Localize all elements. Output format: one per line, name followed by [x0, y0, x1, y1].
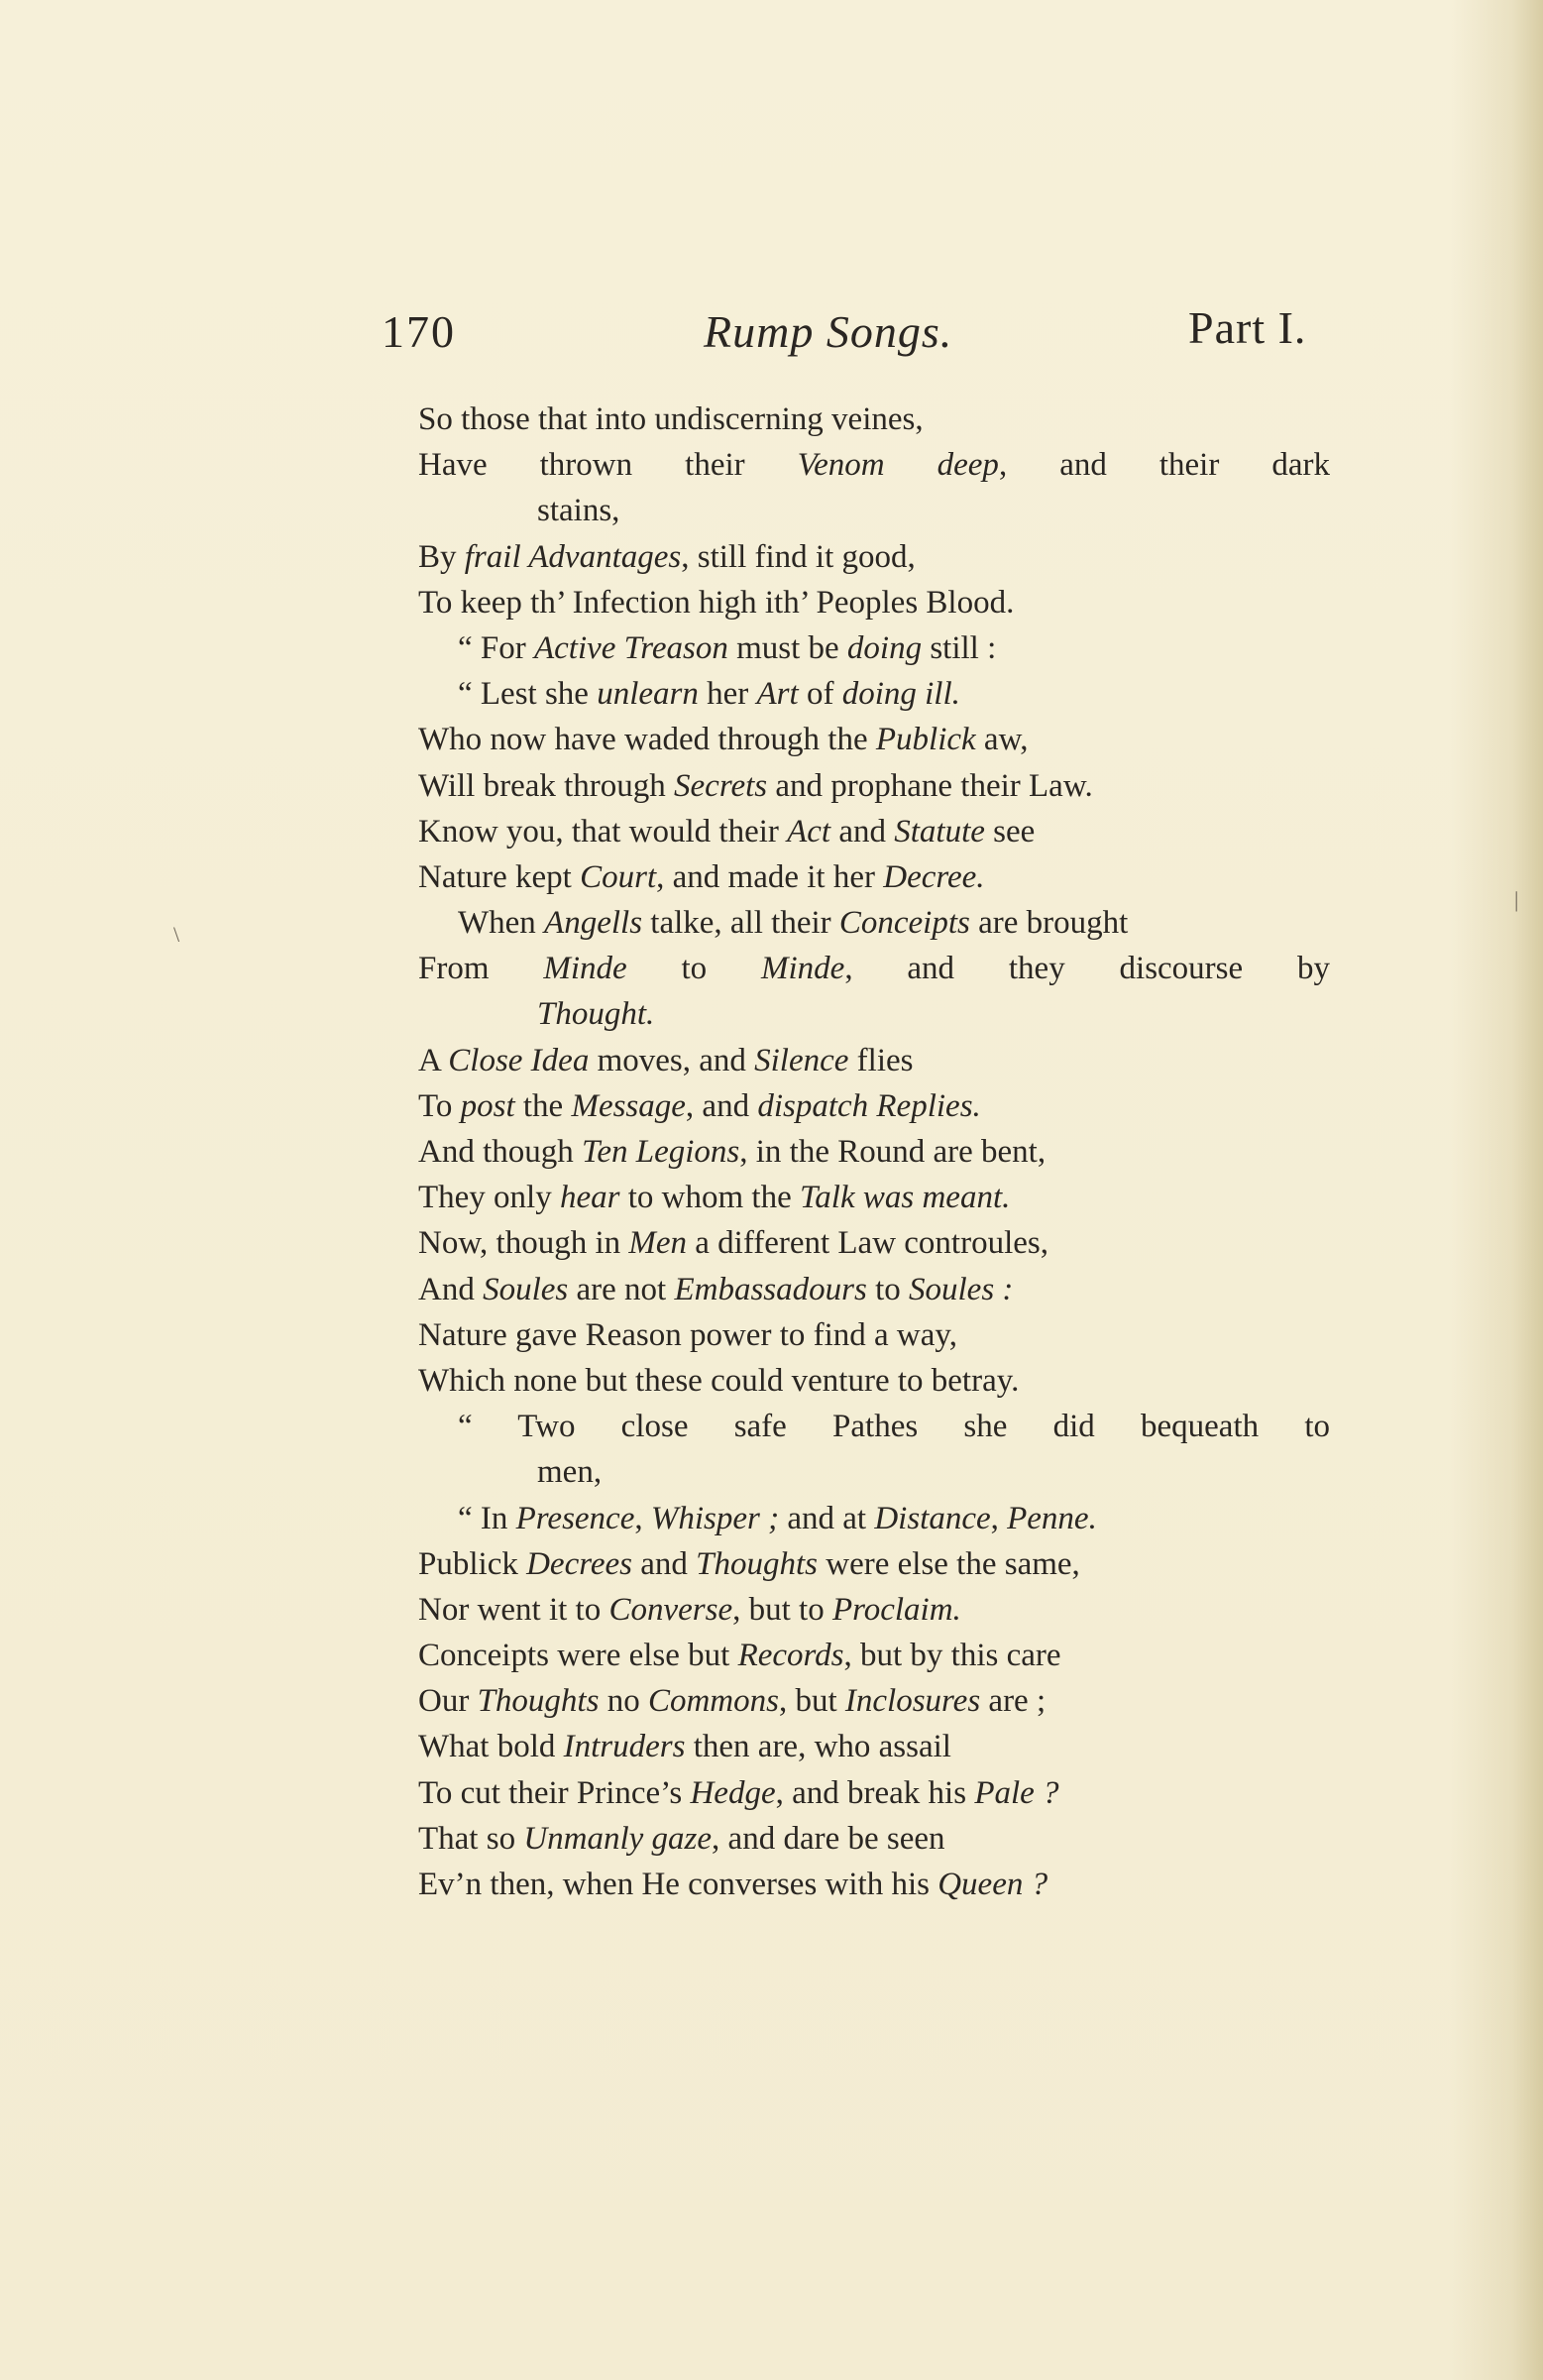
poem-line — [418, 1633, 1330, 1678]
italic-text: dispatch Replies. — [757, 1087, 981, 1124]
text-segment: A — [418, 1042, 449, 1078]
poem-line — [418, 1862, 1330, 1907]
italic-text: Active Treason — [534, 629, 728, 666]
text-segment: and prophane their Law. — [767, 767, 1093, 804]
italic-text: Unmanly gaze — [523, 1820, 713, 1857]
poem-line — [418, 580, 1330, 625]
italic-text: Thoughts — [477, 1683, 600, 1720]
text-segment: no — [599, 1683, 648, 1720]
poem-line — [418, 854, 1330, 900]
poem-line — [418, 1587, 1330, 1633]
text-segment: men, — [537, 1454, 603, 1491]
poem-line — [418, 625, 1330, 671]
text-segment: “ Lest she — [458, 676, 598, 713]
margin-mark-right: | — [1514, 887, 1519, 912]
poem-line — [418, 1083, 1330, 1129]
poem-line — [418, 488, 1330, 533]
text-segment: and at — [779, 1500, 875, 1536]
text-segment: , but by this care — [843, 1638, 1061, 1674]
text-segment: , but to — [732, 1591, 832, 1628]
text-segment: Will break through — [418, 767, 675, 804]
text-segment: her — [698, 676, 757, 713]
text-segment: then are, who assail — [685, 1729, 951, 1765]
italic-text: Venom deep — [797, 447, 999, 484]
poem-line — [418, 1038, 1330, 1083]
text-segment: , and break his — [775, 1774, 975, 1811]
text-segment: , but — [778, 1683, 845, 1720]
text-segment: the — [514, 1087, 572, 1124]
italic-text: Intruders — [563, 1729, 686, 1765]
text-segment: Nature kept — [418, 858, 581, 895]
italic-text: Message — [571, 1087, 686, 1124]
italic-text: Art — [756, 676, 799, 713]
poem-line — [418, 1449, 1330, 1495]
text-segment: still : — [922, 629, 997, 666]
text-segment: , and their dark — [998, 447, 1330, 484]
italic-text: unlearn — [597, 676, 699, 713]
poem-line — [418, 442, 1330, 488]
text-segment: They only — [418, 1180, 560, 1216]
italic-text: Act — [787, 813, 831, 850]
italic-text: Close Idea — [448, 1042, 590, 1078]
text-segment: What bold — [418, 1729, 564, 1765]
italic-text: Thoughts — [696, 1545, 819, 1582]
text-segment: , — [990, 1500, 1008, 1536]
text-segment: Conceipts were else but — [418, 1638, 738, 1674]
italic-text: Converse — [608, 1591, 733, 1628]
italic-text: Proclaim. — [831, 1591, 961, 1628]
text-segment: , and dare be seen — [712, 1820, 945, 1857]
text-segment: and — [631, 1545, 697, 1582]
text-segment: Ev’n then, when He converses with his — [418, 1867, 938, 1902]
poem-line — [418, 1724, 1330, 1769]
text-segment: and — [830, 813, 895, 850]
poem-line — [418, 763, 1330, 809]
text-segment: So those that into undiscerning veines, — [418, 401, 924, 437]
margin-mark-left: \ — [173, 922, 180, 947]
text-segment: To keep th’ Infection high ith’ Peoples Blood. — [418, 584, 1015, 621]
poem-line — [418, 534, 1330, 580]
italic-text: Statute — [894, 813, 985, 850]
poem-line — [418, 900, 1330, 946]
italic-text: Thought. — [537, 996, 655, 1033]
italic-text: doing — [846, 629, 923, 666]
text-segment: Who now have waded through the — [418, 722, 876, 758]
poem-line — [418, 1267, 1330, 1312]
italic-text: Distance — [874, 1500, 991, 1536]
italic-text: Embassadours — [674, 1271, 867, 1307]
poem-line — [418, 1496, 1330, 1541]
italic-text: Queen ? — [937, 1867, 1048, 1902]
italic-text: Presence — [515, 1500, 635, 1536]
text-segment: , in the Round are bent, — [739, 1134, 1047, 1170]
italic-text: Inclosures — [844, 1683, 981, 1720]
text-segment: , still find it good, — [681, 538, 916, 575]
italic-text: Commons — [647, 1683, 779, 1720]
poem-line — [418, 1129, 1330, 1175]
text-segment: To — [418, 1087, 461, 1124]
italic-text: Talk was meant. — [799, 1180, 1011, 1216]
text-segment: are brought — [969, 905, 1129, 942]
text-segment: When — [458, 905, 545, 942]
italic-text: Decrees — [526, 1545, 632, 1582]
text-segment: “ In — [458, 1500, 516, 1536]
poem-line — [418, 809, 1330, 854]
italic-text: Silence — [754, 1042, 849, 1078]
text-segment: are ; — [980, 1683, 1047, 1720]
text-segment: , — [634, 1500, 651, 1536]
text-segment: Publick — [418, 1545, 527, 1582]
poem-line — [418, 1541, 1330, 1587]
poem-line — [418, 1312, 1330, 1358]
page-number: 170 — [382, 306, 456, 357]
text-segment: talke, all their — [642, 905, 839, 942]
italic-text: Publick — [875, 722, 976, 758]
italic-text: Court — [580, 858, 657, 895]
text-segment: And — [418, 1271, 484, 1307]
poem-line — [418, 1404, 1330, 1449]
italic-text: Soules : — [909, 1271, 1014, 1307]
text-segment: moves, and — [589, 1042, 755, 1078]
text-segment: aw, — [975, 722, 1029, 758]
italic-text: Angells — [544, 905, 643, 942]
text-segment: To cut their Prince’s — [418, 1774, 691, 1811]
italic-text: Decree. — [883, 858, 985, 895]
text-segment: must be — [727, 629, 847, 666]
text-segment: By — [418, 538, 465, 575]
text-segment: And though — [418, 1134, 582, 1170]
italic-text: hear — [559, 1180, 620, 1216]
text-segment: to whom the — [619, 1180, 800, 1216]
poem-line — [418, 1816, 1330, 1862]
text-segment: “ Two close safe Pathes she did bequeath to — [458, 1409, 1330, 1445]
italic-text: Records — [737, 1638, 844, 1674]
text-segment: were else the same, — [818, 1545, 1080, 1582]
page-header — [382, 302, 1333, 365]
text-segment: , and made it her — [656, 858, 884, 895]
text-segment: of — [798, 676, 842, 713]
poem-line — [418, 717, 1330, 762]
poem-line — [418, 1358, 1330, 1404]
poem-line — [418, 1770, 1330, 1816]
poem-line — [418, 1678, 1330, 1724]
italic-text: Pale ? — [974, 1774, 1059, 1811]
italic-text: Men — [628, 1225, 687, 1262]
poem-line — [418, 991, 1330, 1037]
text-segment: to — [626, 951, 761, 987]
text-segment: Nature gave Reason power to find a way, — [418, 1316, 958, 1353]
poem-body — [418, 397, 1330, 1907]
poem-line — [418, 1220, 1330, 1266]
italic-text: frail Advantages — [464, 538, 682, 575]
text-segment: are not — [568, 1271, 675, 1307]
text-segment: , and — [685, 1087, 758, 1124]
italic-text: Minde — [761, 951, 845, 987]
text-segment: Have thrown their — [418, 447, 798, 484]
italic-text: post — [460, 1087, 515, 1124]
italic-text: Hedge — [690, 1774, 776, 1811]
text-segment: see — [984, 813, 1036, 850]
running-title: Rump Songs. — [704, 306, 953, 357]
text-segment: stains, — [537, 493, 620, 529]
italic-text: Minde — [543, 951, 627, 987]
text-segment: From — [418, 951, 544, 987]
italic-text: Whisper ; — [650, 1500, 780, 1536]
italic-text: Penne. — [1007, 1500, 1097, 1536]
part-label: Part I. — [1188, 302, 1307, 353]
poem-line — [418, 1175, 1330, 1220]
text-segment: to — [866, 1271, 909, 1307]
text-segment: Nor went it to — [418, 1591, 609, 1628]
text-segment: Now, though in — [418, 1225, 629, 1262]
italic-text: doing ill. — [841, 676, 960, 713]
italic-text: Conceipts — [838, 905, 970, 942]
text-segment: , and they discourse by — [844, 951, 1330, 987]
text-segment: flies — [848, 1042, 914, 1078]
italic-text: Ten Legions — [582, 1134, 740, 1170]
poem-line — [418, 946, 1330, 991]
italic-text: Soules — [483, 1271, 569, 1307]
italic-text: Secrets — [674, 767, 768, 804]
text-segment: a different Law controules, — [687, 1225, 1048, 1262]
text-segment: Which none but these could venture to betray. — [418, 1362, 1020, 1399]
poem-line — [418, 671, 1330, 717]
text-segment: That so — [418, 1820, 524, 1857]
text-segment: Know you, that would their — [418, 813, 788, 850]
text-segment: “ For — [458, 629, 534, 666]
poem-line — [418, 397, 1330, 442]
text-segment: Our — [418, 1683, 478, 1720]
